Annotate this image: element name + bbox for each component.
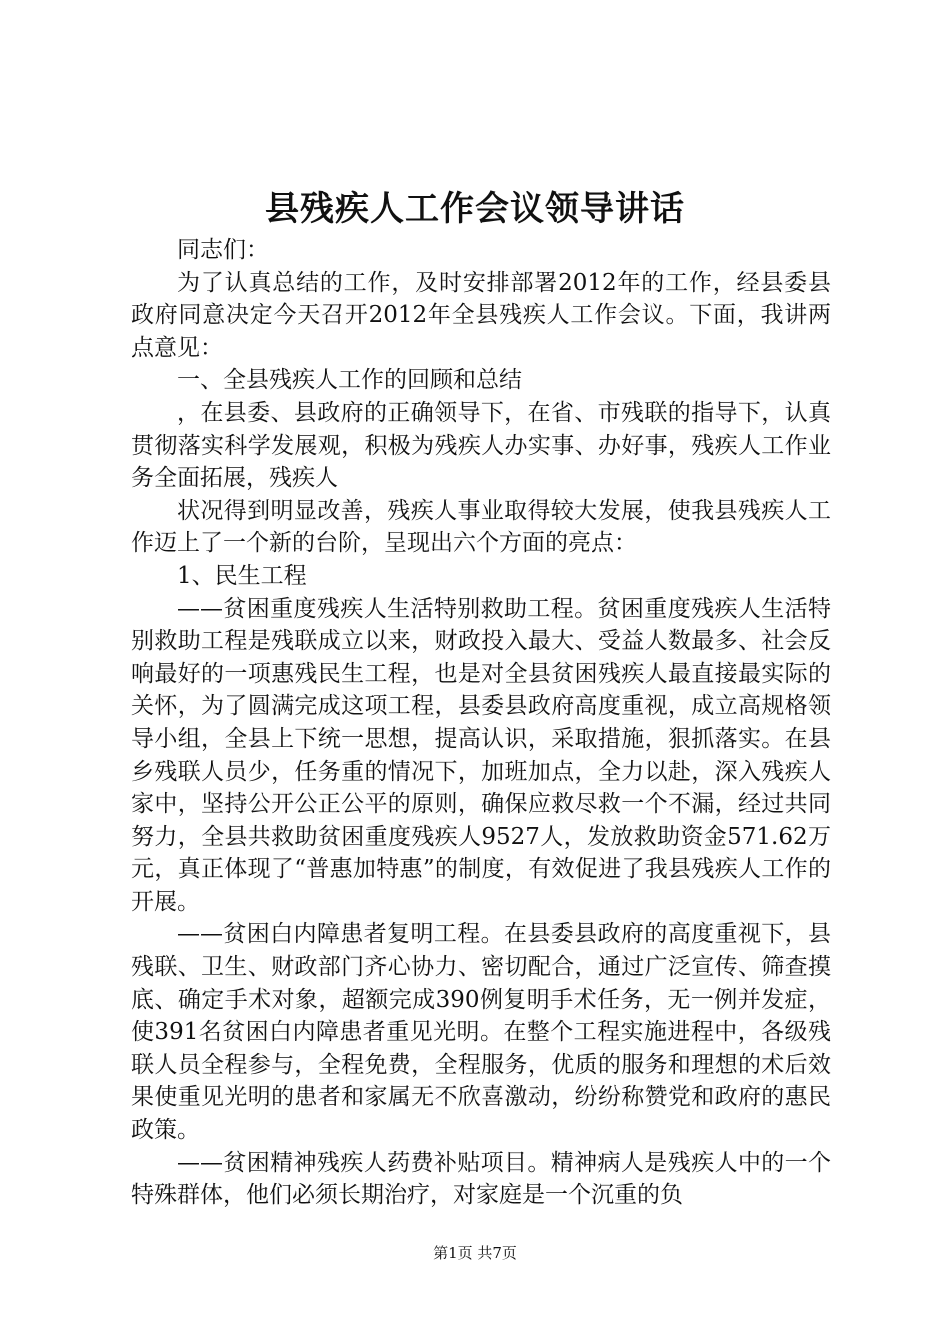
intro-paragraph: 为了认真总结的工作，及时安排部署2012年的工作，经县委县政府同意决定今天召开2012年全县残疾人工作会议。下面，我讲两点意见： xyxy=(131,269,831,361)
body-paragraph: ——贫困重度残疾人生活特别救助工程。贫困重度残疾人生活特别救助工程是残联成立以来，财政投入最大、受益人数最多、社会反响最好的一项惠残民生工程，也是对全县贫困残疾人最直接最实际的关怀，为了圆满完成这项工程，县委县政府高度重视，成立高规格领导小组，全县上下统一思想，提高认识，采取措施，狠抓落实。在县乡残联人员少，任务重的情况下，加班加点，全力以赴，深入残疾人家中，坚持公开公正公平的原则，确保应救尽救一个不漏，经过共同努力，全县共救助贫困重度残疾人9527人，发放救助资金571.62万元，真正体现了“普惠加特惠”的制度，有效促进了我县残疾人工作的开展。 xyxy=(131,595,831,915)
subsection-heading: 1、民生工程 xyxy=(177,562,307,589)
salutation-paragraph: 同志们： xyxy=(177,237,269,263)
body-paragraph: ——贫困精神残疾人药费补贴项目。精神病人是残疾人中的一个特殊群体，他们必须长期治疗，对家庭是一个沉重的负 xyxy=(131,1149,831,1209)
document-body xyxy=(131,234,831,1212)
body-paragraph: 状况得到明显改善，残疾人事业取得较大发展，使我县残疾人工作迈上了一个新的台阶，呈现出六个方面的亮点： xyxy=(131,497,831,557)
document-title: 县残疾人工作会议领导讲话 xyxy=(265,189,685,229)
body-paragraph: ，在县委、县政府的正确领导下，在省、市残联的指导下，认真贯彻落实科学发展观，积极为残疾人办实事、办好事，残疾人工作业务全面拓展，残疾人 xyxy=(131,399,831,492)
page-footer: 第1页 共7页 xyxy=(433,1244,517,1262)
body-paragraph: ——贫困白内障患者复明工程。在县委县政府的高度重视下，县残联、卫生、财政部门齐心协力、密切配合，通过广泛宣传、筛查摸底、确定手术对象，超额完成390例复明手术任务，无一例并发症，使391名贫困白内障患者重见光明。在整个工程实施进程中，各级残联人员全程参与，全程免费，全程服务，优质的服务和理想的术后效果使重见光明的患者和家属无不欣喜激动，纷纷称赞党和政府的惠民政策。 xyxy=(131,921,831,1144)
section-heading: 一、全县残疾人工作的回顾和总结 xyxy=(177,367,522,394)
